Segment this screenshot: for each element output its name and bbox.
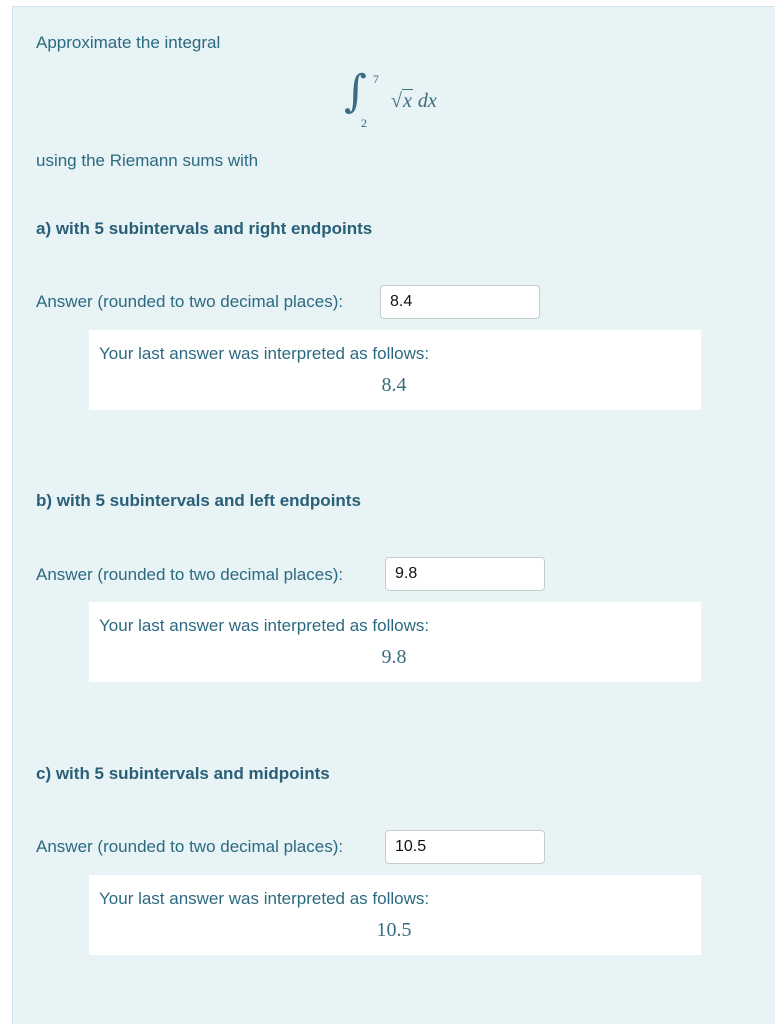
integrand — [391, 90, 437, 113]
part-b-feedback-value: 9.8 — [381, 646, 407, 668]
part-a-feedback-value: 8.4 — [381, 374, 407, 396]
part-a-feedback — [89, 330, 701, 410]
integral-lower-limit: 2 — [361, 116, 367, 130]
method-text: using the Riemann sums with — [36, 151, 259, 170]
part-c-feedback-value: 10.5 — [376, 919, 412, 941]
part-a-feedback-label: Your last answer was interpreted as follows: — [99, 344, 430, 363]
integral-expression — [342, 68, 462, 138]
integral-differential: dx — [417, 90, 437, 112]
part-a-answer-input[interactable]: 8.4 — [380, 285, 540, 319]
part-a-answer-label: Answer (rounded to two decimal places): — [36, 292, 344, 311]
part-c-feedback — [89, 875, 701, 955]
part-c-answer-label: Answer (rounded to two decimal places): — [36, 837, 344, 856]
part-b-answer-input[interactable]: 9.8 — [385, 557, 545, 591]
part-b-answer-label: Answer (rounded to two decimal places): — [36, 565, 344, 584]
integral-upper-limit: 7 — [373, 72, 379, 86]
square-root-icon: √ — [391, 90, 402, 112]
integrand-radicand: x — [402, 90, 412, 112]
part-b-feedback-label: Your last answer was interpreted as follows: — [99, 616, 430, 635]
part-b-heading: b) with 5 subintervals and left endpoints — [36, 491, 361, 510]
part-a-heading: a) with 5 subintervals and right endpoints — [36, 219, 373, 238]
question-intro: Approximate the integral — [36, 33, 221, 52]
part-c-feedback-label: Your last answer was interpreted as follows: — [99, 889, 430, 908]
integral-sign-icon: ∫ — [344, 66, 367, 117]
part-c-answer-input[interactable]: 10.5 — [385, 830, 545, 864]
part-c-heading: c) with 5 subintervals and midpoints — [36, 764, 330, 783]
part-b-feedback — [89, 602, 701, 682]
